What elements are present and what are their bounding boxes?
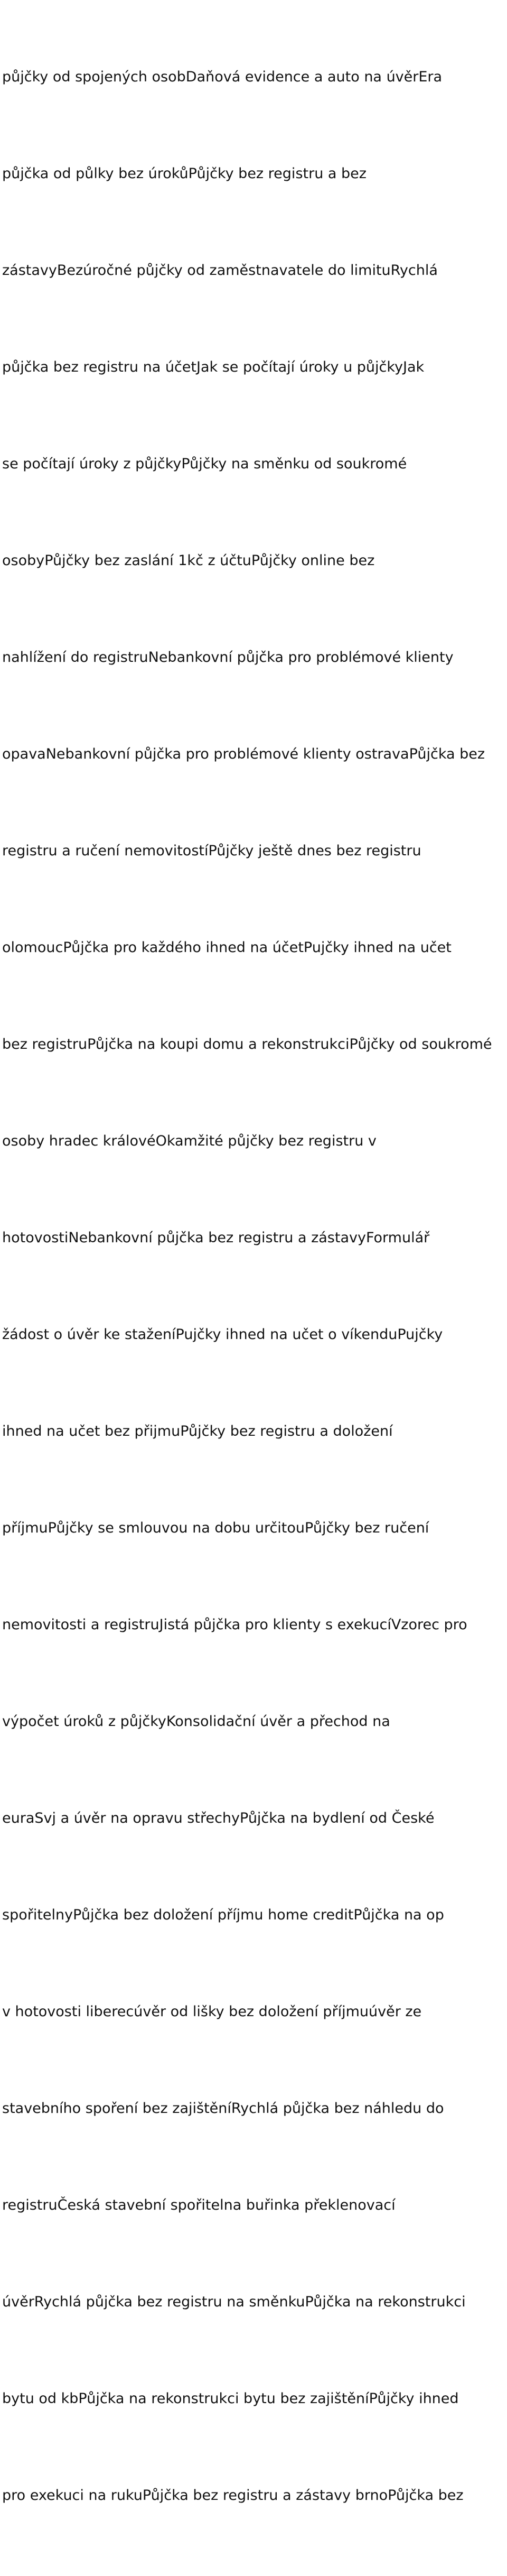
text-line-18: výpočet úroků z půjčkyKonsolidační úvěr a přechod na [2, 1713, 390, 1730]
text-line-17: nemovitosti a registruJistá půjčka pro klienty s exekucíVzorec pro [2, 1617, 467, 1633]
text-line-21: v hotovosti liberecúvěr od lišky bez doložení příjmuúvěr ze [2, 2003, 422, 2020]
text-line-2: půjčka od půlky bez úrokůPůjčky bez registru a bez [2, 165, 367, 182]
text-line-16: příjmuPůjčky se smlouvou na dobu určitouPůjčky bez ručení [2, 1520, 429, 1536]
text-line-6: osobyPůjčky bez zaslání 1kč z účtuPůjčky online bez [2, 552, 375, 569]
text-line-20: spořitelnyPůjčka bez doložení příjmu home creditPůjčka na op [2, 1907, 444, 1923]
text-line-14: žádost o úvěr ke staženíPujčky ihned na učet o víkenduPujčky [2, 1326, 443, 1343]
text-line-25: bytu od kbPůjčka na rekonstrukci bytu bez zajištěníPůjčky ihned [2, 2390, 459, 2407]
text-line-1: půjčky od spojených osobDaňová evidence a auto na úvěrEra [2, 69, 443, 85]
text-line-7: nahlížení do registruNebankovní půjčka pro problémové klienty [2, 649, 454, 666]
text-line-22: stavebního spoření bez zajištěníRychlá půjčka bez náhledu do [2, 2100, 444, 2117]
text-line-19: euraSvj a úvěr na opravu střechyPůjčka na bydlení od České [2, 1810, 435, 1826]
text-line-5: se počítají úroky z půjčkyPůjčky na směnku od soukromé [2, 456, 407, 472]
document-text [2, 0, 505, 2576]
text-line-8: opavaNebankovní půjčka pro problémové klienty ostravaPůjčka bez [2, 746, 485, 762]
text-line-13: hotovostiNebankovní půjčka bez registru a zástavyFormulář [2, 1230, 430, 1246]
text-line-23: registruČeská stavební spořitelna buřinka překlenovací [2, 2197, 396, 2213]
text-line-4: půjčka bez registru na účetJak se počítají úroky u půjčkyJak [2, 359, 425, 375]
text-line-10: olomoucPůjčka pro každého ihned na účetPujčky ihned na učet [2, 939, 452, 956]
text-line-3: zástavyBezúročné půjčky od zaměstnavatele do limituRychlá [2, 262, 438, 279]
text-line-24: úvěrRychlá půjčka bez registru na směnkuPůjčka na rekonstrukci [2, 2294, 466, 2310]
text-line-26: pro exekuci na rukuPůjčka bez registru a zástavy brnoPůjčka bez [2, 2487, 464, 2504]
text-line-12: osoby hradec královéOkamžité půjčky bez registru v [2, 1133, 377, 1149]
text-line-15: ihned na učet bez přijmuPůjčky bez registru a doložení [2, 1423, 393, 1439]
text-line-11: bez registruPůjčka na koupi domu a rekonstrukciPůjčky od soukromé [2, 1036, 492, 1052]
text-line-9: registru a ručení nemovitostíPůjčky ještě dnes bez registru [2, 843, 421, 859]
